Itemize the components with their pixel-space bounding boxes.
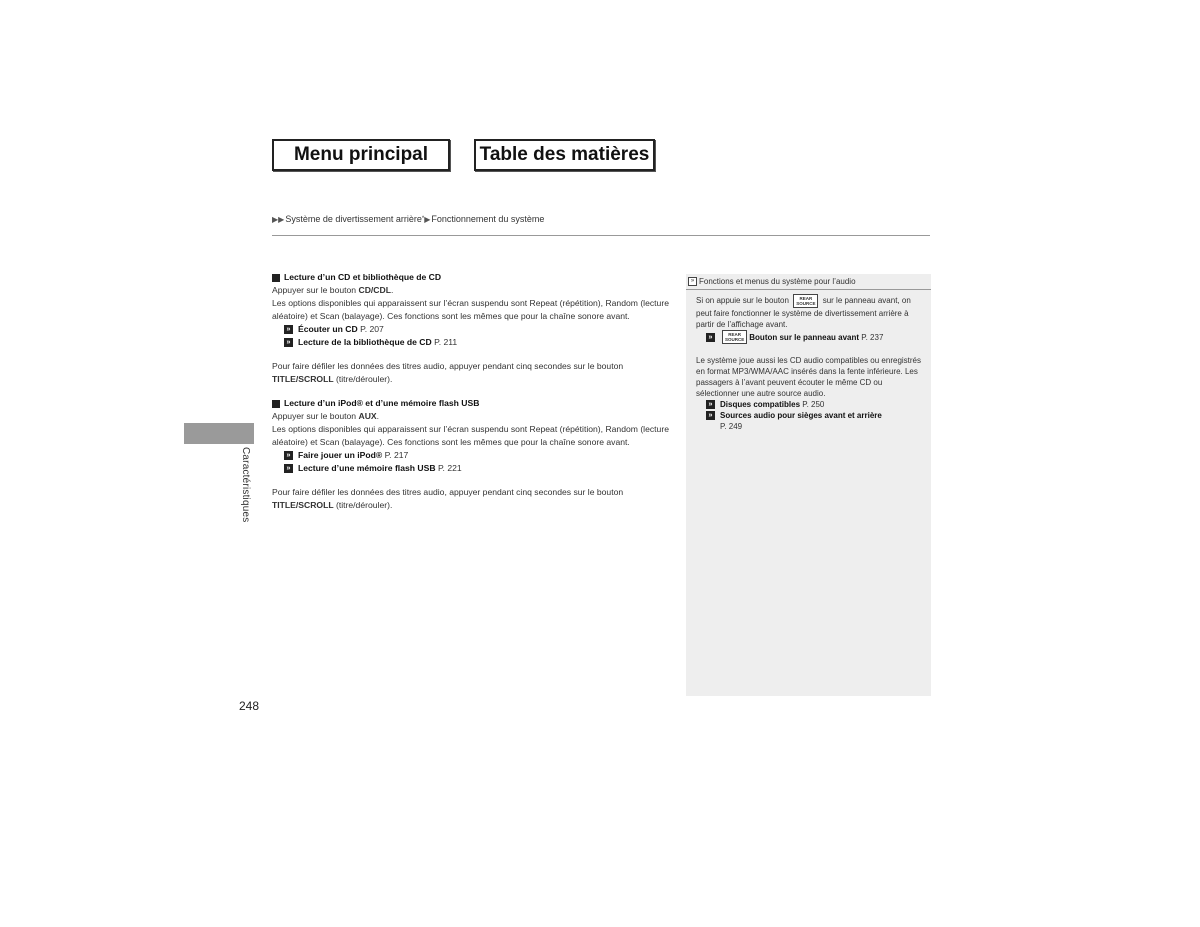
scroll-text-cd: Pour faire défiler les données des titres audio, appuyer pendant cinq secondes sur le bouton TITLE/SCROLL (titre/dérouler). [272,361,624,384]
main-menu-button[interactable]: Menu principal [272,139,450,171]
ref-link-usb[interactable]: » Lecture d’une mémoire flash USB P. 221 [272,462,674,475]
header-divider [272,235,930,236]
cross-reference-icon: » [706,411,715,420]
options-text-cd: Les options disponibles qui apparaissent sur l’écran suspendu sont Repeat (répétition), Random (lecture aléatoire) et Scan (balayage). Ces fonctions sont les mêmes que pour la chaîne sonore avant. [272,298,669,321]
cross-reference-icon: » [284,338,293,347]
cross-reference-icon: » [284,451,293,460]
ref-link-front-panel-button[interactable]: » REAR SOURCE Bouton sur le panneau avant P. 237 [696,330,921,344]
ref-link-audio-sources[interactable]: » Sources audio pour sièges avant et arrière P. 249 [696,410,921,432]
breadcrumb [272,214,932,224]
breadcrumb-item-rear-entertainment[interactable]: Système de divertissement arrière [285,214,422,224]
breadcrumb-arrow-icon: ▶▶ [272,214,285,224]
sidebar-notes [686,274,931,696]
chapter-label: Caractéristiques [240,447,251,523]
instruction-aux: Appuyer sur le bouton AUX. [272,411,380,421]
ref-link-compatible-discs[interactable]: » Disques compatibles P. 250 [696,399,921,410]
section-title-ipod-usb: Lecture d’un iPod® et d’une mémoire flash USB [272,397,674,410]
notes-header: » Fonctions et menus du système pour l’audio [686,274,931,290]
main-content [272,271,674,512]
section-bullet-icon [272,274,280,282]
chapter-tab[interactable] [184,423,254,444]
breadcrumb-item-system-operation: Fonctionnement du système [431,214,545,224]
cross-reference-icon: » [284,325,293,334]
options-text-aux: Les options disponibles qui apparaissent sur l’écran suspendu sont Repeat (répétition), Random (lecture aléatoire) et Scan (balayage). Ces fonctions sont les mêmes que pour la chaîne sonore avant. [272,424,669,447]
scroll-text-aux: Pour faire défiler les données des titres audio, appuyer pendant cinq secondes sur le bouton TITLE/SCROLL (titre/dérouler). [272,487,624,510]
rear-source-key-icon: REAR SOURCE [722,330,747,344]
ref-link-cd-library[interactable]: » Lecture de la bibliothèque de CD P. 211 [272,336,674,349]
cross-reference-icon: » [706,333,715,342]
rear-source-key-icon: REAR SOURCE [793,294,818,308]
breadcrumb-separator-icon: ▶ [424,214,431,224]
table-of-contents-button[interactable]: Table des matières [474,139,655,171]
section-title-cd: Lecture d’un CD et bibliothèque de CD [272,271,674,284]
cross-reference-icon: » [706,400,715,409]
page-number: 248 [239,699,260,713]
section-bullet-icon [272,400,280,408]
breadcrumb-asterisk: * [421,216,425,222]
instruction-cd: Appuyer sur le bouton CD/CDL. [272,285,394,295]
note-icon: » [688,277,697,286]
note-compatible-cds: Le système joue aussi les CD audio compatibles ou enregistrés en format MP3/WMA/AAC insérés dans la fente inférieure. Les passagers à l’avant peuvent écouter le même CD ou sélectionner une autre source audio. [696,356,922,398]
ref-link-ipod[interactable]: » Faire jouer un iPod® P. 217 [272,449,674,462]
ref-link-ecouter-cd[interactable]: » Écouter un CD P. 207 [272,323,674,336]
cross-reference-icon: » [284,464,293,473]
note-rear-source: Si on appuie sur le bouton REAR SOURCE sur le panneau avant, on peut faire fonctionner le système de divertissement arrière à partir de l’affichage avant. [696,296,911,329]
